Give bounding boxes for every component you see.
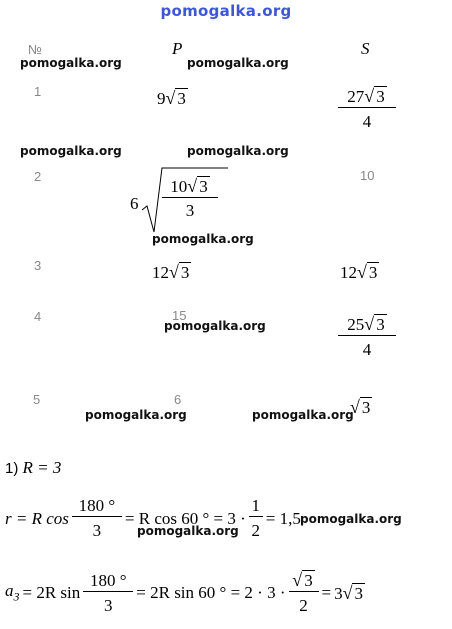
row3-perimeter: 12√ 3 xyxy=(152,262,190,282)
step-label: 1) xyxy=(5,460,19,477)
row2-area: 10 xyxy=(360,168,375,183)
row4-area-fraction: $\frac{25√ 3}{4}$ xyxy=(338,314,396,360)
row-number: 5 xyxy=(33,392,41,407)
row-number: 4 xyxy=(34,309,42,324)
watermark: pomogalka.org xyxy=(20,144,122,158)
column-header-area: S xyxy=(361,39,370,58)
watermark: pomogalka.org xyxy=(252,408,354,422)
row2-perimeter-coef: 6 xyxy=(130,194,139,213)
watermark: pomogalka.org xyxy=(187,56,289,70)
step1-line xyxy=(5,458,61,478)
site-header-logo: pomogalka.org xyxy=(160,2,292,20)
row2-perimeter-inner-fraction: $\frac{10√ 3}{3}$ xyxy=(162,176,218,221)
row-number: 2 xyxy=(34,169,42,184)
watermark: pomogalka.org xyxy=(85,408,187,422)
row-number: 3 xyxy=(34,258,42,273)
watermark: pomogalka.org xyxy=(300,512,402,526)
side-length-equation: $a_3$ = 2R sin $\frac{180 ^\circ}{3}$ = 2R sin 60 ° = 2 · 3 · $\frac{√ 3}{2}$ = 3√ 3 xyxy=(5,570,363,615)
row1-perimeter: 9√ 3 xyxy=(157,88,186,108)
inradius-equation: r = R cos $\frac{180 ^\circ}{3}$ = R cos 60 ° = 3 · $\frac{1}{2}$ = 1,5 xyxy=(5,496,301,540)
watermark: pomogalka.org xyxy=(164,319,266,333)
watermark: pomogalka.org xyxy=(187,144,289,158)
row-number: 1 xyxy=(34,84,42,99)
column-header-perimeter: P xyxy=(172,39,183,58)
watermark: pomogalka.org xyxy=(137,524,239,538)
row4-perimeter: 15 xyxy=(172,308,187,323)
row1-area-fraction: $\frac{27√ 3}{4}$ xyxy=(338,86,396,132)
watermark: pomogalka.org xyxy=(20,56,122,70)
row3-area: 12√ 3 xyxy=(340,262,378,282)
radius-equation: R = 3 xyxy=(22,458,62,477)
column-header-number: № xyxy=(28,42,42,57)
row5-perimeter: 6 xyxy=(174,392,182,407)
row5-area: √ 3 xyxy=(350,397,371,417)
watermark: pomogalka.org xyxy=(152,232,254,246)
